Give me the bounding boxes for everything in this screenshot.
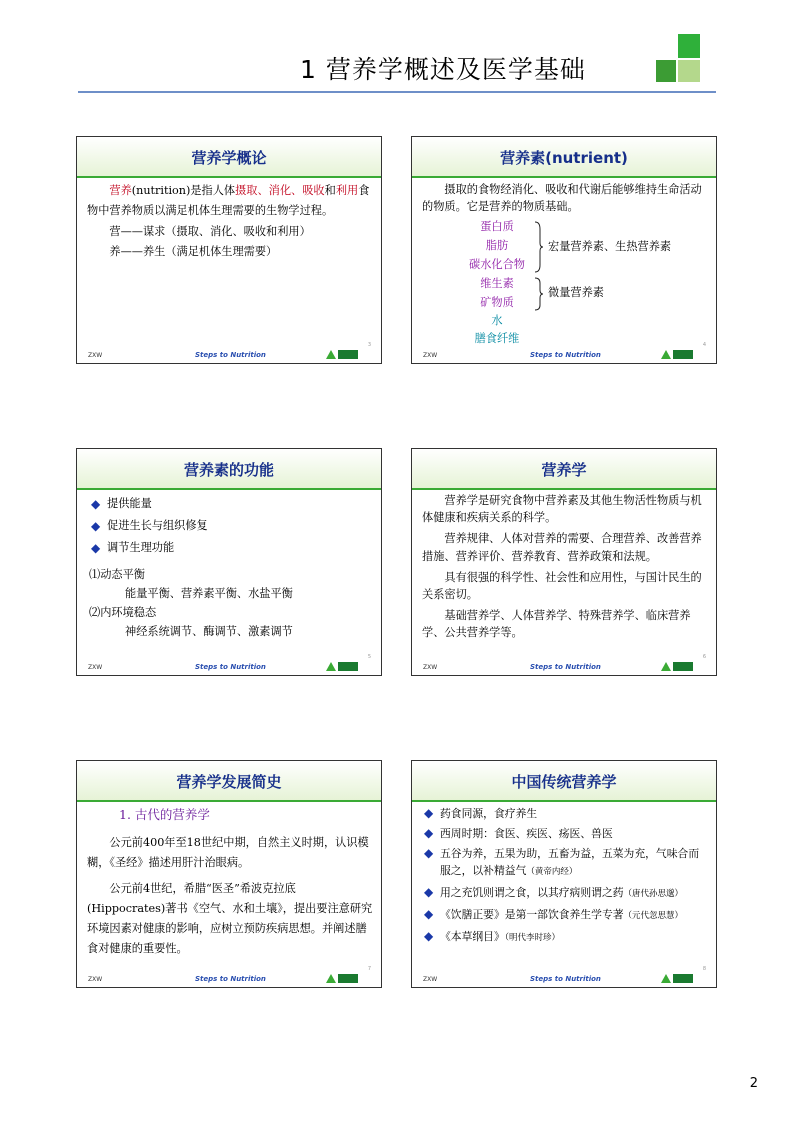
- list-item: ◆ 西周时期：食医、疾医、疡医、兽医: [424, 826, 613, 840]
- list-item: ◆ 《饮膳正要》是第一部饮食养生学专著（元代忽思慧）: [424, 907, 684, 921]
- page-number: 2: [749, 1076, 758, 1091]
- list-item: ◆ 提供能量: [89, 493, 373, 515]
- slide-title: 营养素(nutrient): [412, 137, 716, 176]
- definition-paragraph: 营养(nutrition)是指人体摄取、消化、吸收和利用食物中营养物质以满足机体生理需要的生物学过程。: [87, 184, 370, 217]
- footer-steps: Steps to Nutrition: [530, 351, 601, 359]
- list-item: ◆ 药食同源，食疗养生: [424, 806, 538, 820]
- paragraph: 公元前4世纪，希腊“医圣”希波克拉底(Hippocrates)著书《空气、水和土壤》，提出要注意研究环境因素对健康的影响，应树立预防疾病思想。并阐述膳食对健康的重要性。: [87, 882, 373, 955]
- footer-author: ZXW: [423, 352, 438, 359]
- brand-logo-icon: [325, 660, 359, 672]
- title-rule: [412, 488, 716, 490]
- paragraph: 营养学是研究食物中营养素及其他生物活性物质与机体健康和疾病关系的科学。: [422, 494, 702, 525]
- title-rule: [77, 800, 381, 802]
- macro-brace-icon: [534, 221, 544, 273]
- list-item: ◆ 五谷为养，五果为助，五畜为益，五菜为充，气味合而服之，以补精益气（黄帝内经）: [424, 846, 700, 877]
- diamond-bullet-icon: ◆: [424, 885, 434, 899]
- micro-brace-icon: [534, 277, 544, 311]
- brand-logo-icon: [325, 972, 359, 984]
- footer-steps: Steps to Nutrition: [195, 663, 266, 671]
- sub-detail: 能量平衡、营养素平衡、水盐平衡: [125, 587, 293, 600]
- slide-title: 营养学发展简史: [77, 761, 381, 800]
- slide-title: 中国传统营养学: [412, 761, 716, 800]
- list-item: ◆ 促进生长与组织修复: [89, 515, 373, 537]
- slide-number: 7: [367, 966, 371, 972]
- paragraph: 具有很强的科学性、社会性和应用性，与国计民生的关系密切。: [422, 570, 702, 602]
- diamond-bullet-icon: ◆: [91, 541, 101, 555]
- slide-number: 6: [702, 654, 706, 660]
- decor-square-left: [656, 60, 676, 82]
- slide-footer: [77, 654, 381, 675]
- title-rule: [412, 176, 716, 178]
- footer-author: ZXW: [88, 664, 103, 671]
- slide-title: 营养学: [412, 449, 716, 488]
- title-rule: [77, 176, 381, 178]
- title-rule: [77, 488, 381, 490]
- yang-line: 养——养生（满足机体生理需要）: [109, 244, 278, 258]
- diamond-bullet-icon: ◆: [424, 846, 434, 860]
- slide-title: 营养学概论: [77, 137, 381, 176]
- footer-steps: Steps to Nutrition: [195, 975, 266, 983]
- decor-square-right: [678, 60, 700, 82]
- sub-heading: ⑵内环境稳态: [89, 606, 157, 619]
- list-item: ◆ 调节生理功能: [89, 537, 373, 559]
- micro-label: 微量营养素: [548, 286, 604, 299]
- diamond-bullet-icon: ◆: [424, 907, 434, 921]
- slide-6: [411, 760, 717, 988]
- ying-line: 营——谋求（摄取、消化、吸收和利用）: [109, 225, 311, 238]
- slide-title: 营养素的功能: [77, 449, 381, 488]
- diamond-bullet-icon: ◆: [91, 497, 101, 511]
- slide-1: [76, 136, 382, 364]
- slide-footer: [412, 654, 716, 675]
- diamond-bullet-icon: ◆: [91, 519, 101, 533]
- paragraph: 基础营养学、人体营养学、特殊营养学、临床营养学、公共营养学等。: [422, 609, 691, 640]
- diamond-bullet-icon: ◆: [424, 826, 434, 840]
- list-item: ◆ 《本草纲目》（明代李时珍）: [424, 929, 561, 943]
- diamond-bullet-icon: ◆: [424, 929, 434, 943]
- section-heading: 1. 古代的营养学: [119, 807, 210, 822]
- slide-5: [76, 760, 382, 988]
- footer-steps: Steps to Nutrition: [530, 975, 601, 983]
- slide-footer: [412, 966, 716, 987]
- paragraph: 营养规律、人体对营养的需要、合理营养、改善营养措施、营养评价、营养教育、营养政策和法规。: [422, 532, 702, 563]
- footer-author: ZXW: [88, 352, 103, 359]
- macro-label: 宏量营养素、生热营养素: [548, 240, 672, 253]
- brand-logo-icon: [660, 348, 694, 360]
- slide-number: 3: [367, 342, 371, 348]
- slide-number: 8: [702, 966, 706, 972]
- paragraph: 公元前400年至18世纪中期，自然主义时期，认识模糊，《圣经》描述用肝汁治眼病。: [87, 836, 369, 869]
- list-item: ◆ 用之充饥则谓之食，以其疗病则谓之药（唐代孙思邈）: [424, 885, 684, 899]
- slide-number: 4: [702, 342, 706, 348]
- decor-square-top: [678, 34, 700, 58]
- header-divider: [78, 91, 716, 93]
- brand-logo-icon: [325, 348, 359, 360]
- brand-logo-icon: [660, 972, 694, 984]
- slide-footer: [77, 342, 381, 363]
- footer-author: ZXW: [88, 976, 103, 983]
- title-rule: [412, 800, 716, 802]
- slide-2: [411, 136, 717, 364]
- other-list: 水 膳食纤维: [474, 314, 520, 345]
- macro-list: 蛋白质 脂肪 碳水化合物: [469, 220, 525, 271]
- sub-heading: ⑴动态平衡: [89, 568, 145, 581]
- footer-author: ZXW: [423, 976, 438, 983]
- page-title: 1 营养学概述及医学基础: [300, 55, 586, 84]
- micro-list: 维生素 矿物质: [480, 277, 514, 309]
- slide-number: 5: [367, 654, 371, 660]
- slide-footer: [412, 342, 716, 363]
- slide-4: [411, 448, 717, 676]
- diamond-bullet-icon: ◆: [424, 806, 434, 820]
- footer-author: ZXW: [423, 664, 438, 671]
- brand-logo-icon: [660, 660, 694, 672]
- slide-3: [76, 448, 382, 676]
- slide-footer: [77, 966, 381, 987]
- footer-steps: Steps to Nutrition: [195, 351, 266, 359]
- footer-steps: Steps to Nutrition: [530, 663, 601, 671]
- definition-paragraph: 摄取的食物经消化、吸收和代谢后能够维持生命活动的物质。它是营养的物质基础。: [422, 183, 702, 213]
- sub-detail: 神经系统调节、酶调节、激素调节: [125, 625, 293, 638]
